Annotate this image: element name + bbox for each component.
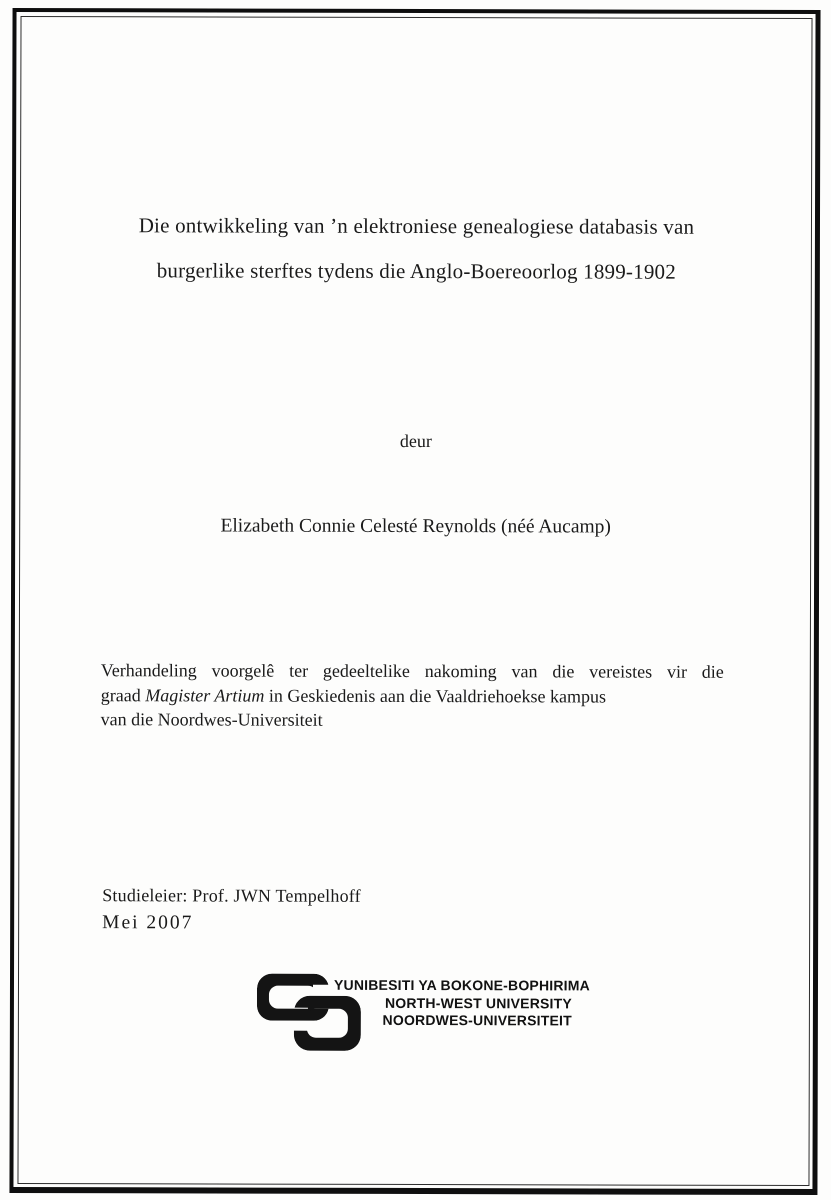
degree-statement-line2-pre: graad — [100, 684, 146, 705]
magister-artium-italic: Magister Artium — [145, 684, 265, 706]
degree-statement — [101, 658, 724, 733]
byline-deur: deur — [399, 430, 432, 452]
degree-statement-line3: van die Noordwes-Universiteit — [100, 709, 323, 730]
nwu-logo-wordmark — [333, 976, 590, 1030]
thesis-title-line2: burgerlike sterftes tydens die Anglo-Boereoorlog 1899-1902 — [156, 258, 676, 284]
degree-statement-line2 — [101, 683, 724, 709]
logo-line-afrikaans: NOORDWES-UNIVERSITEIT — [382, 1011, 572, 1029]
nwu-logo — [256, 971, 590, 1058]
degree-statement-line2-post: in Geskiedenis aan die Vaaldriehoekse kampus — [264, 685, 607, 706]
date-line: Mei 2007 — [102, 912, 194, 934]
logo-line-setswana: YUNIBESITI YA BOKONE-BOPHIRIMA — [333, 976, 590, 994]
author-name: Elizabeth Connie Celesté Reynolds (néé Aucamp) — [220, 515, 611, 538]
logo-line-english: NORTH-WEST UNIVERSITY — [384, 994, 572, 1011]
thesis-title-line1: Die ontwikkeling van ’n elektroniese genealogiese databasis van — [138, 213, 695, 239]
degree-statement-line1: Verhandeling voorgelê ter gedeeltelike nakoming van die vereistes vir die — [100, 660, 724, 682]
thesis-title — [61, 203, 772, 295]
supervisor-line: Studieleier: Prof. JWN Tempelhoff — [102, 885, 361, 906]
